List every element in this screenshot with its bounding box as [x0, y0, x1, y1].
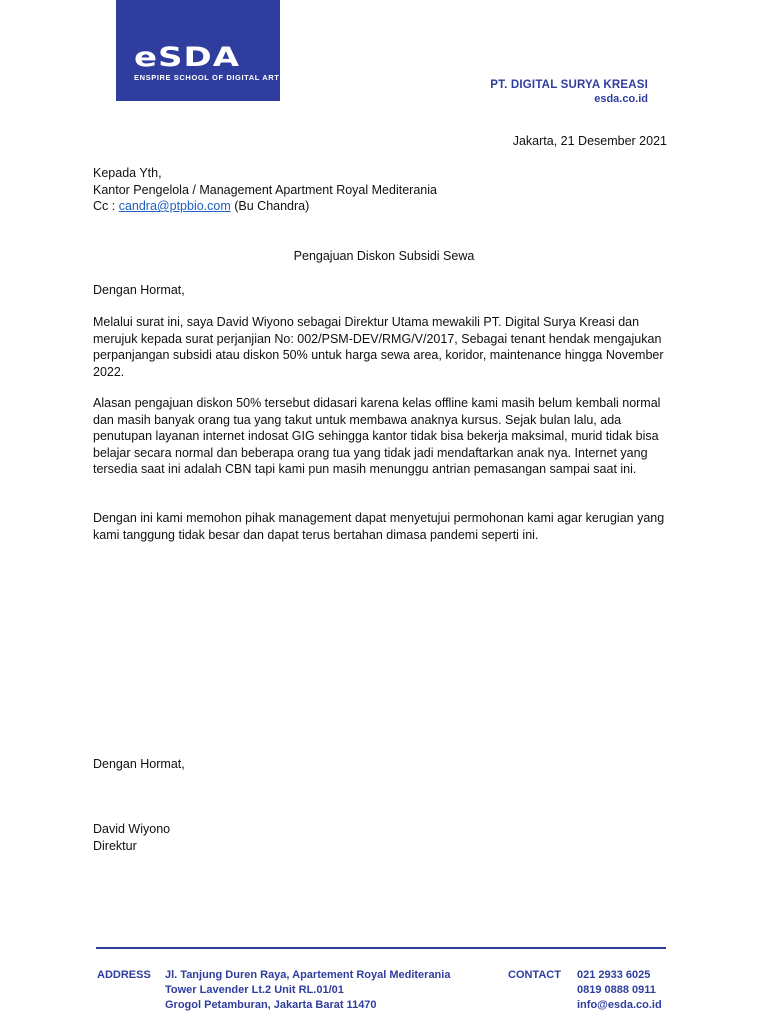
signer-name: David Wiyono — [93, 822, 171, 836]
logo-wordmark: eSDA — [134, 41, 241, 73]
cc-label: Cc : — [93, 199, 119, 213]
recipient-office: Kantor Pengelola / Management Apartment Royal Mediterania — [93, 182, 437, 197]
company-website: esda.co.id — [594, 93, 648, 105]
letter-subject: Pengajuan Diskon Subsidi Sewa — [293, 249, 475, 263]
recipient-block — [93, 165, 437, 215]
logo-tagline: ENSPIRE SCHOOL OF DIGITAL ART — [134, 73, 280, 82]
recipient-salutation: Kepada Yth, — [93, 166, 162, 180]
signature-block — [93, 821, 170, 854]
company-block — [490, 78, 648, 106]
cc-email-link[interactable]: candra@ptpbio.com — [118, 199, 231, 213]
footer-address-label: ADDRESS — [97, 969, 151, 981]
greeting: Dengan Hormat, — [93, 283, 185, 297]
body-paragraph-2: Alasan pengajuan diskon 50% tersebut didasari karena kelas offline kami masih belum kembali normal dan masih banyak orang tua yang takut untuk membawa anaknya kursus. Sejak bulan lalu, ada penutupan layanan internet indosat GIG sehingga kantor tidak bisa bekerja maksimal, murid tidak bisa belajar secara normal dan beberapa orang tua yang tidak jadi mendaftarkan anak nya. Internet yang tersedia saat ini adalah CBN tapi kami pun masih menunggu antrian pemasangan sampai saat ini. — [93, 396, 661, 476]
footer-address — [165, 968, 450, 1013]
letter-date: Jakarta, 21 Desember 2021 — [512, 134, 667, 148]
footer-address-line: Tower Lavender Lt.2 Unit RL.01/01 — [165, 984, 344, 996]
footer-contact-label: CONTACT — [508, 969, 561, 981]
footer-contact — [577, 968, 662, 1013]
footer-mobile: 0819 0888 0911 — [577, 984, 656, 996]
body-paragraph-1: Melalui surat ini, saya David Wiyono sebagai Direktur Utama mewakili PT. Digital Surya Kreasi dan merujuk kepada surat perjanjian No: 002/PSM-DEV/RMG/V/2017, Sebagai tenant hendak mengajukan perpanjangan subsidi atau diskon 50% untuk harga sewa area, koridor, maintenance hingga November 2022. — [93, 315, 664, 379]
footer-phone: 021 2933 6025 — [577, 969, 651, 981]
esda-logo — [116, 0, 280, 101]
cc-line — [93, 198, 437, 215]
footer-divider — [96, 947, 666, 949]
company-name: PT. DIGITAL SURYA KREASI — [490, 79, 648, 91]
signer-title: Direktur — [93, 838, 137, 853]
footer-address-line: Jl. Tanjung Duren Raya, Apartement Royal Mediterania — [165, 969, 451, 981]
footer-email[interactable]: info@esda.co.id — [577, 999, 662, 1011]
cc-name: (Bu Chandra) — [230, 199, 310, 213]
footer-address-line: Grogol Petamburan, Jakarta Barat 11470 — [165, 999, 377, 1011]
closing: Dengan Hormat, — [93, 757, 185, 771]
body-paragraph-3: Dengan ini kami memohon pihak management dapat menyetujui permohonan kami agar kerugian yang kami tanggung tidak besar dan dapat terus bertahan dimasa pandemi seperti ini. — [93, 511, 665, 542]
